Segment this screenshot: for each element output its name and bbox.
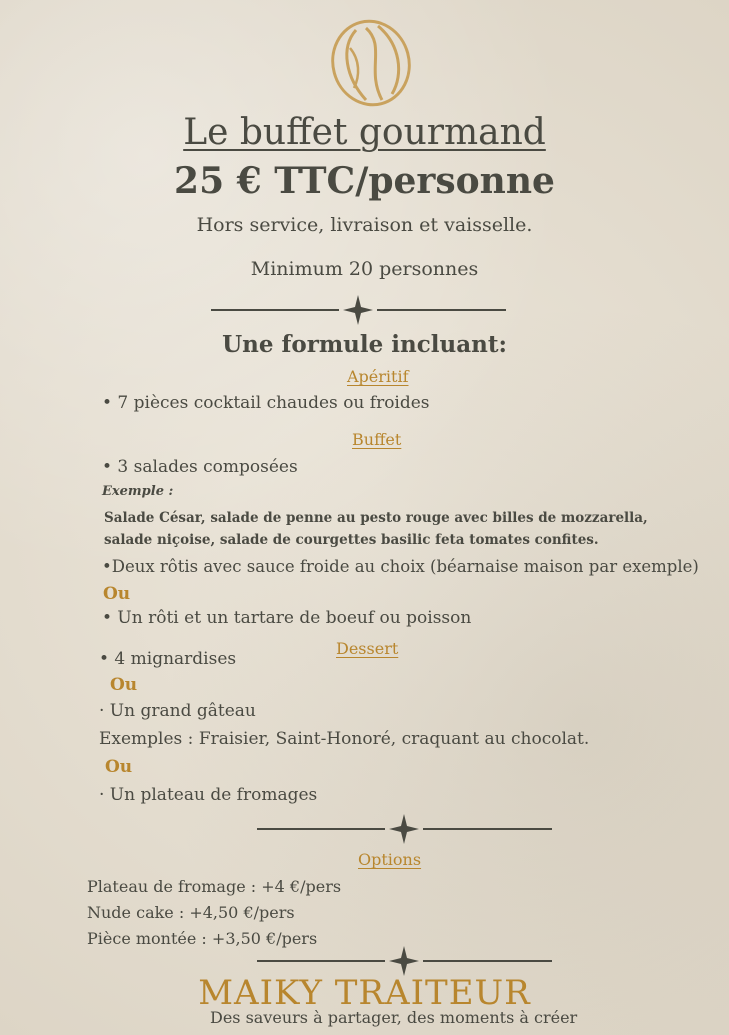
service-note: Hors service, livraison et vaisselle. [196, 214, 533, 236]
divider-top [211, 295, 506, 325]
divider-middle [257, 814, 552, 844]
option-item: Plateau de fromage : +4 €/pers [87, 877, 342, 896]
or-separator: Ou [110, 675, 138, 695]
brand-name: MAIKY TRAITEUR [198, 973, 531, 1013]
example-line-1: Salade César, salade de penne au pesto rouge avec billes de mozzarella, [104, 510, 648, 526]
minimum-guests: Minimum 20 personnes [250, 258, 479, 280]
example-label: Exemple : [102, 484, 174, 499]
formula-heading: Une formule incluant: [222, 331, 507, 358]
divider-bottom [257, 946, 552, 976]
section-options: Options [358, 850, 422, 869]
or-separator: Ou [103, 584, 131, 604]
or-separator: Ou [105, 757, 133, 777]
section-dessert: Dessert [336, 639, 399, 658]
buffet-alternative: • Un rôti et un tartare de boeuf ou poisson [102, 608, 472, 628]
option-item: Pièce montée : +3,50 €/pers [87, 929, 318, 948]
dessert-cake: · Un grand gâteau [99, 701, 256, 721]
option-item: Nude cake : +4,50 €/pers [87, 903, 295, 922]
sparkle-icon [389, 946, 419, 976]
section-buffet: Buffet [352, 430, 402, 449]
buffet-roasts: •Deux rôtis avec sauce froide au choix (béarnaise maison par exemple) [102, 557, 699, 576]
example-line-2: salade niçoise, salade de courgettes basilic feta tomates confites. [104, 532, 599, 548]
sparkle-icon [389, 814, 419, 844]
buffet-salads: • 3 salades composées [102, 457, 298, 477]
sparkle-icon [343, 295, 373, 325]
page-title: Le buffet gourmand [183, 112, 546, 153]
dessert-cake-examples: Exemples : Fraisier, Saint-Honoré, craquant au chocolat. [99, 729, 590, 749]
price-per-person: 25 € TTC/personne [174, 160, 555, 202]
aperitif-item: • 7 pièces cocktail chaudes ou froides [102, 393, 430, 413]
coffee-bean-logo-icon [326, 18, 416, 108]
brand-tagline: Des saveurs à partager, des moments à créer [210, 1008, 578, 1027]
section-aperitif: Apéritif [347, 367, 409, 386]
dessert-cheese: · Un plateau de fromages [99, 785, 318, 805]
dessert-mignardises: • 4 mignardises [99, 649, 237, 669]
